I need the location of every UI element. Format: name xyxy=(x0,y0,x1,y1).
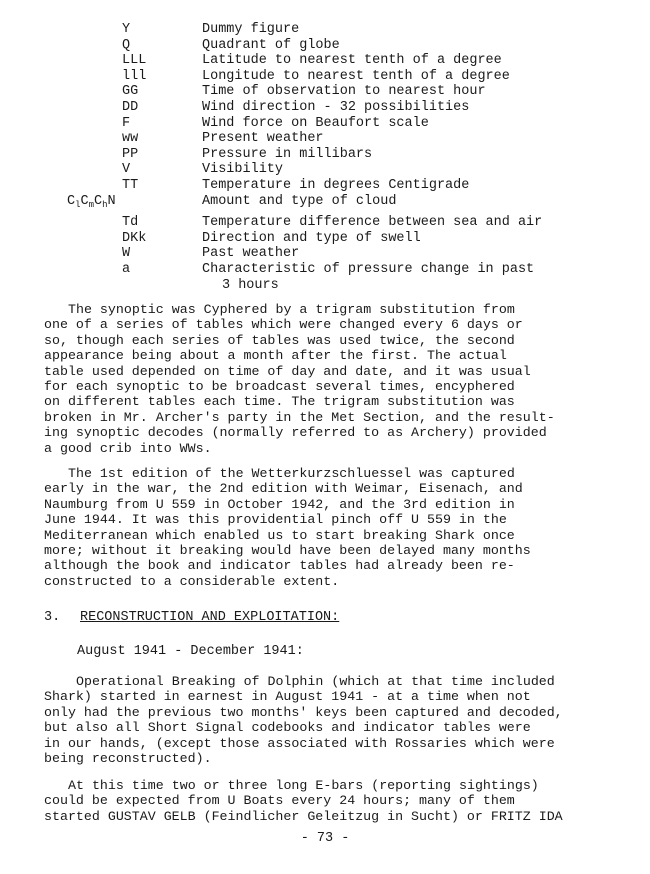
code-description: Amount and type of cloud xyxy=(202,193,397,209)
code-row xyxy=(60,231,620,247)
code-description-continued: 3 hours xyxy=(222,277,279,293)
cloud-code-subscript: h xyxy=(102,199,108,210)
code-symbol: DD xyxy=(122,99,139,115)
section-title: RECONSTRUCTION AND EXPLOITATION: xyxy=(80,610,340,625)
paragraph-line: started GUSTAV GELB (Feindlicher Geleitzug in Sucht) or FRITZ IDA xyxy=(44,808,563,824)
code-row xyxy=(60,178,620,194)
section-number: 3. xyxy=(44,610,61,625)
code-row xyxy=(60,262,620,278)
paragraph-line: table used depended on time of day and date, and it was usual xyxy=(44,363,531,379)
paragraph-line: in our hands, (except those associated with Rossaries which were xyxy=(44,735,555,751)
cloud-code-part: C xyxy=(67,193,76,209)
code-row xyxy=(60,194,620,210)
paragraph-synoptic xyxy=(44,302,584,456)
cloud-code-part: C xyxy=(80,193,89,209)
code-description: Past weather xyxy=(202,246,300,262)
paragraph-line: so, though each series of tables was used twice, the second xyxy=(44,332,515,348)
code-description: Temperature difference between sea and air xyxy=(202,215,543,231)
code-description: Longitude to nearest tenth of a degree xyxy=(202,68,510,84)
paragraph-line: although the book and indicator tables had already been re- xyxy=(44,558,515,574)
section-heading xyxy=(44,610,339,625)
paragraph-line: more; without it breaking would have been delayed many months xyxy=(44,543,531,559)
code-symbol: LLL xyxy=(122,53,147,69)
code-row xyxy=(60,100,620,116)
paragraph-e-bars xyxy=(44,778,584,824)
code-table xyxy=(60,22,620,293)
cloud-code-part: N xyxy=(107,193,116,209)
paragraph-line: broken in Mr. Archer's party in the Met Section, and the result- xyxy=(44,409,555,425)
code-description: Direction and type of swell xyxy=(202,230,421,246)
code-row xyxy=(60,246,620,262)
code-symbol: V xyxy=(122,162,131,178)
code-symbol: W xyxy=(122,246,131,262)
code-description: Pressure in millibars xyxy=(202,146,373,162)
code-symbol: a xyxy=(122,261,131,277)
paragraph-line: but also all Short Signal codebooks and indicator tables were xyxy=(44,720,531,736)
paragraph-line: only had the previous two months' keys been captured and decoded, xyxy=(44,704,563,720)
paragraph-line: for each synoptic to be broadcast several times, encyphered xyxy=(44,379,515,395)
code-description: Wind force on Beaufort scale xyxy=(202,115,429,131)
code-symbol: PP xyxy=(122,146,139,162)
code-description: Wind direction - 32 possibilities xyxy=(202,99,470,115)
code-symbol: Q xyxy=(122,37,131,53)
paragraph-line: June 1944. It was this providential pinch off U 559 in the xyxy=(44,512,507,528)
paragraph-line: could be expected from U Boats every 24 hours; many of them xyxy=(44,793,515,809)
paragraph-line: early in the war, the 2nd edition with Weimar, Eisenach, and xyxy=(44,481,523,497)
code-row-continuation xyxy=(60,278,620,294)
code-symbol: DKk xyxy=(122,230,147,246)
code-row xyxy=(60,22,620,38)
code-symbol: F xyxy=(122,115,131,131)
code-description: Quadrant of globe xyxy=(202,37,340,53)
cloud-code-symbol xyxy=(67,194,116,214)
paragraph-line: appearance being about a month after the first. The actual xyxy=(44,348,507,364)
paragraph-line: At this time two or three long E-bars (reporting sightings) xyxy=(68,778,539,793)
cloud-code-subscript: m xyxy=(88,199,95,210)
page-number: - 73 - xyxy=(300,831,350,846)
cloud-code-part: C xyxy=(94,193,103,209)
code-symbol: Y xyxy=(122,22,131,37)
date-range-subheading: August 1941 - December 1941: xyxy=(77,644,304,659)
code-symbol: TT xyxy=(122,177,139,193)
code-symbol: lll xyxy=(122,68,147,84)
code-row xyxy=(60,215,620,231)
code-row xyxy=(60,116,620,132)
code-row xyxy=(60,147,620,163)
paragraph-line: ing synoptic decodes (normally referred to as Archery) provided xyxy=(44,425,547,441)
code-row xyxy=(60,131,620,147)
paragraph-line: The 1st edition of the Wetterkurzschluessel was captured xyxy=(68,466,515,481)
code-row xyxy=(60,53,620,69)
code-symbol: GG xyxy=(122,84,139,100)
code-row xyxy=(60,84,620,100)
paragraph-line: The synoptic was Cyphered by a trigram substitution from xyxy=(68,302,515,317)
code-description: Latitude to nearest tenth of a degree xyxy=(202,53,502,69)
code-row xyxy=(60,69,620,85)
paragraph-line: Operational Breaking of Dolphin (which at that time included xyxy=(76,674,555,689)
paragraph-line: on different tables each time. The trigram substitution was xyxy=(44,394,515,410)
paragraph-line: a good crib into WWs. xyxy=(44,440,212,456)
code-description: Visibility xyxy=(202,162,284,178)
code-description: Dummy figure xyxy=(202,22,300,37)
code-row xyxy=(60,162,620,178)
paragraph-line: Mediterranean which enabled us to start breaking Shark once xyxy=(44,527,515,543)
paragraph-line: one of a series of tables which were changed every 6 days or xyxy=(44,317,523,333)
paragraph-wetterkurzschluessel xyxy=(44,466,584,589)
paragraph-line: Naumburg from U 559 in October 1942, and the 3rd edition in xyxy=(44,496,515,512)
code-symbol: ww xyxy=(122,131,139,147)
code-description: Time of observation to nearest hour xyxy=(202,84,486,100)
code-symbol: Td xyxy=(122,215,139,231)
code-description: Characteristic of pressure change in past xyxy=(202,261,535,277)
code-description: Present weather xyxy=(202,131,324,147)
paragraph-line: being reconstructed). xyxy=(44,751,212,767)
cloud-code-subscript: l xyxy=(75,199,81,210)
paragraph-line: Shark) started in earnest in August 1941 - at a time when not xyxy=(44,689,531,705)
paragraph-operational-breaking xyxy=(44,674,584,766)
paragraph-line: constructed to a considerable extent. xyxy=(44,573,340,589)
code-row xyxy=(60,38,620,54)
code-description: Temperature in degrees Centigrade xyxy=(202,177,470,193)
